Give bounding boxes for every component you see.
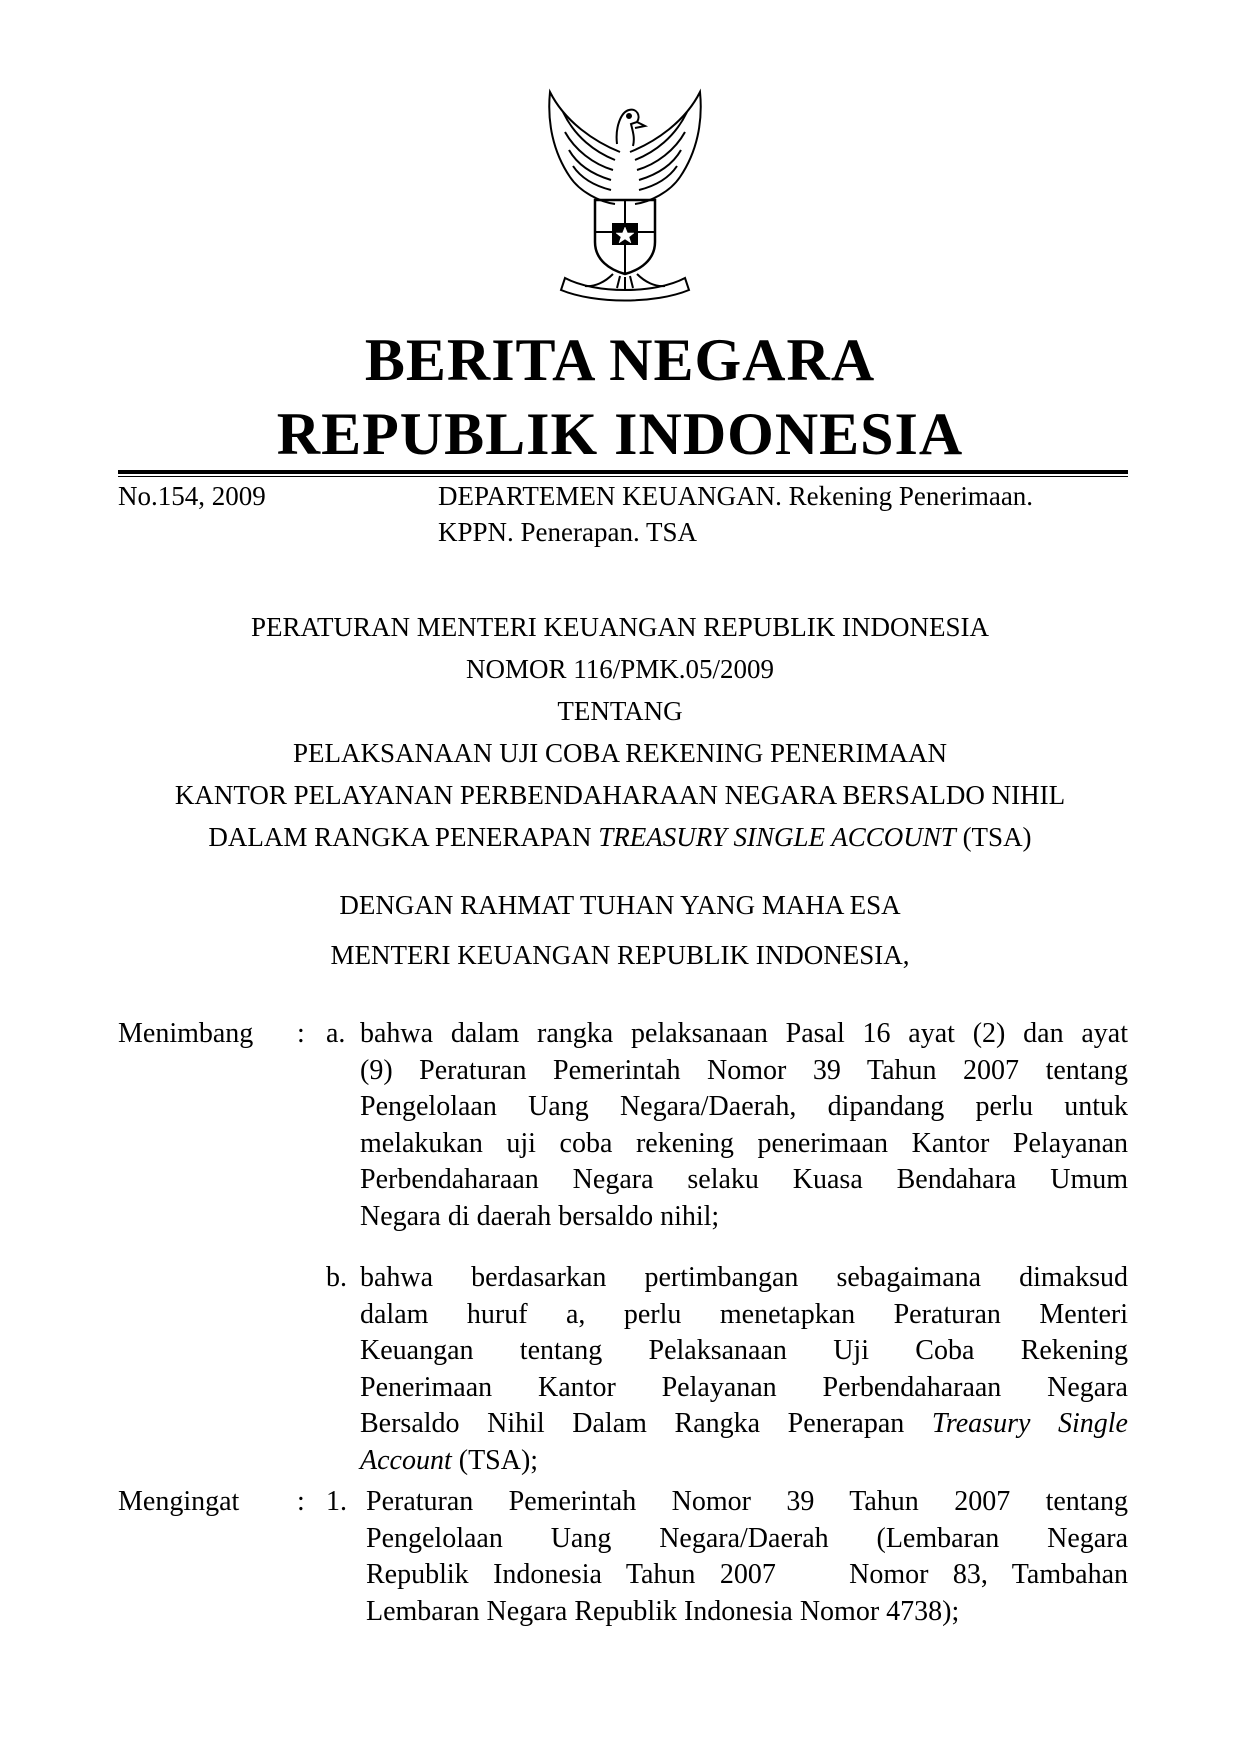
mengingat-1-line: Pengelolaan Uang Negara/Daerah (Lembaran Negara [366,1522,1128,1554]
title-line-2: NOMOR 116/PMK.05/2009 [465,654,775,684]
title-line-5: KANTOR PELAYANAN PERBENDAHARAAN NEGARA BERSALDO NIHIL [174,780,1066,810]
menimbang-b-line6-post: (TSA); [451,1444,539,1476]
menimbang-a-line: Perbendaharaan Negara selaku Kuasa Bendahara Umum [360,1164,1128,1195]
title-line-3: TENTANG [557,696,683,726]
title-line-6-post: (TSA) [955,822,1032,852]
menimbang-b-line6-italic: Account [360,1444,452,1476]
gazette-number: No.154, 2009 [118,481,266,511]
opening-line-2: MENTERI KEUANGAN REPUBLIK INDONESIA, [330,940,910,970]
mengingat-1-line: Peraturan Pemerintah Nomor 39 Tahun 2007 tentang [366,1486,1128,1517]
menimbang-b-line: dalam huruf a, perlu menetapkan Peraturan Menteri [360,1298,1128,1330]
mengingat-1-line: Republik Indonesia Tahun 2007 Nomor 83, Tambahan [366,1559,1128,1590]
menimbang-a-line: Negara di daerah bersaldo nihil; [360,1200,720,1232]
title-line-4: PELAKSANAAN UJI COBA REKENING PENERIMAAN [292,738,947,768]
opening-line-1: DENGAN RAHMAT TUHAN YANG MAHA ESA [339,890,901,920]
menimbang-b-line [360,1443,1128,1480]
title-line-6-italic: TREASURY SINGLE ACCOUNT [598,822,956,852]
menimbang-item-a-marker: a. [326,1018,346,1049]
menimbang-a-line: bahwa dalam rangka pelaksanaan Pasal 16 ayat (2) dan ayat [360,1018,1128,1049]
mengingat-item-1-marker: 1. [326,1486,347,1517]
menimbang-b-line: Keuangan tentang Pelaksanaan Uji Coba Rekening [360,1335,1128,1366]
gazette-subject-line-2: KPPN. Penerapan. TSA [438,517,697,547]
gazette-subject-line-1: DEPARTEMEN KEUANGAN. Rekening Penerimaan. [438,481,1034,511]
masthead-rule-thick [118,470,1128,474]
mengingat-1-line: Lembaran Negara Republik Indonesia Nomor 4738); [366,1595,960,1627]
menimbang-item-b-text [360,1260,1128,1479]
menimbang-label: Menimbang [118,1018,254,1049]
menimbang-b-line: bahwa berdasarkan pertimbangan sebagaimana dimaksud [360,1262,1128,1293]
menimbang-colon: : [297,1018,305,1049]
title-line-1: PERATURAN MENTERI KEUANGAN REPUBLIK INDONESIA [251,612,989,642]
mengingat-label: Mengingat [118,1486,240,1517]
menimbang-a-line: (9) Peraturan Pemerintah Nomor 39 Tahun 2007 tentang [360,1054,1128,1086]
masthead-line-1: BERITA NEGARA [364,327,876,393]
menimbang-a-line: melakukan uji coba rekening penerimaan Kantor Pelayanan [360,1127,1128,1159]
masthead-line-2: REPUBLIK INDONESIA [276,401,964,467]
menimbang-item-b-marker: b. [326,1262,347,1293]
menimbang-b-line [360,1406,1128,1443]
menimbang-b-line5-italic: Treasury Single [931,1408,1128,1439]
title-line-6-pre: DALAM RANGKA PENERAPAN [208,822,599,852]
gazette-subject [438,478,1138,550]
menimbang-item-a-text [360,1016,1128,1235]
menimbang-b-line5-pre: Bersaldo Nihil Dalam Rangka Penerapan [360,1408,932,1439]
garuda-emblem-icon [525,82,725,302]
regulation-title [0,606,1240,858]
menimbang-a-line: Pengelolaan Uang Negara/Daerah, dipandang perlu untuk [360,1091,1128,1122]
title-line-6 [0,816,1240,858]
masthead-rule-thin [118,476,1128,477]
opening-formula [0,880,1240,980]
mengingat-item-1-text [366,1484,1128,1630]
mengingat-colon: : [297,1486,305,1517]
menimbang-b-line: Penerimaan Kantor Pelayanan Perbendaharaan Negara [360,1371,1128,1403]
